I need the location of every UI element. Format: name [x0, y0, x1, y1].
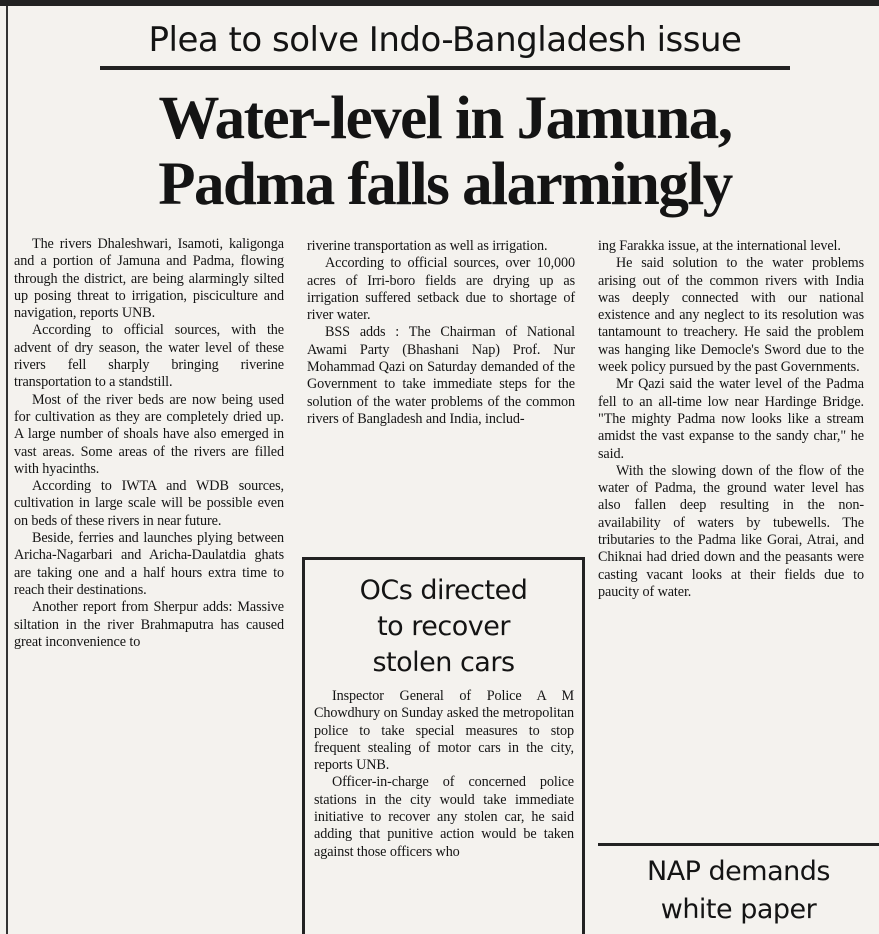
paragraph: The rivers Dhaleshwari, Isamoti, kaligonga and a portion of Jamuna and Padma, flowing through the district, are being alarmingly silted up posing threat to irrigation, pisciculture and navigation, reports UNB. [14, 236, 284, 322]
paragraph: Officer-in-charge of concerned police stations in the city would take immediate initiative to recover any stolen car, he said adding that punitive action would be taken against those officers who [314, 774, 574, 860]
paragraph: Most of the river beds are now being used for cultivation as they are completely dried up. A large number of shoals have also emerged in vast areas. Some areas of the rivers are filled with hyacinths. [14, 391, 284, 477]
nap-story-rule [598, 843, 879, 846]
paragraph: Another report from Sherpur adds: Massive siltation in the river Brahmaputra has caused great inconvenience to [14, 599, 284, 650]
paragraph: ing Farakka issue, at the international level. [598, 238, 841, 254]
paragraph: Beside, ferries and launches plying between Aricha-Nagarbari and Aricha-Daulatdia ghats are taking one and a half hours extra time to reach their destinations. [14, 530, 284, 598]
paragraph: Mr Qazi said the water level of the Padma fell to an all-time low near Hardinge Bridge. "The mighty Padma now looks like a stream amidst the vast expanse to the sandy char," he said. [598, 376, 864, 462]
paragraph: With the slowing down of the flow of the water of Padma, the ground water level has also fallen deep resulting in the non-availability of waters by tubewells. The tributaries to the Padma like Gorai, Atrai, and Chiknai had dried down and the peasants were casting vacant looks at their fields due to paucity of water. [598, 462, 864, 600]
paragraph: BSS adds : The Chairman of National Awami Party (Bhashani Nap) Prof. Nur Mohammad Qazi on Saturday demanded of the Government to take immediate steps for the solution of the water problems of the common rivers of Bangladesh and India, includ- [307, 324, 575, 427]
boxed-story [302, 557, 585, 934]
left-border-rule [6, 6, 8, 934]
top-border-rule [0, 0, 879, 6]
kicker-headline: Plea to solve Indo-Bangladesh issue [148, 20, 742, 60]
paragraph: He said solution to the water problems arising out of the common rivers with India was deeply connected with our national existence and any neglect to its resolution was tantamount to treachery. He said the problem was hanging like Democle's Sword due to the week policy pursued by the past Governments. [598, 255, 864, 376]
boxed-headline-line: to recover [377, 611, 510, 642]
paragraph: Inspector General of Police A M Chowdhury on Sunday asked the metropolitan police to take special measures to stop frequent stealing of motor cars in the city, reports UNB. [314, 688, 574, 774]
kicker-underline [100, 66, 790, 70]
paragraph: According to official sources, over 10,000 acres of Irri-boro fields are drying up as irrigation suffered setback due to shortage of river water. [307, 255, 575, 324]
boxed-story-headline [305, 573, 582, 681]
main-headline-line-2: Padma falls alarmingly [158, 151, 732, 218]
boxed-headline-line: stolen cars [372, 647, 515, 678]
paragraph: According to official sources, with the advent of dry season, the water level of these rivers fell sharply bringing riverine transportation to a standstill. [14, 322, 284, 391]
story-column-2 [307, 238, 575, 428]
nap-headline-line: white paper [660, 894, 817, 925]
main-headline [30, 86, 860, 218]
nap-story-headline [598, 853, 879, 929]
main-headline-line-1: Water-level in Jamuna, [158, 85, 732, 152]
nap-headline-line: NAP demands [647, 856, 830, 887]
boxed-headline-line: OCs directed [359, 575, 528, 606]
paragraph: riverine transportation as well as irrigation. [307, 238, 548, 254]
paragraph: According to IWTA and WDB sources, cultivation in large scale will be possible even on beds of these rivers in near future. [14, 478, 284, 529]
boxed-story-body [314, 688, 574, 861]
story-column-1 [14, 236, 284, 651]
story-column-3 [598, 238, 864, 601]
